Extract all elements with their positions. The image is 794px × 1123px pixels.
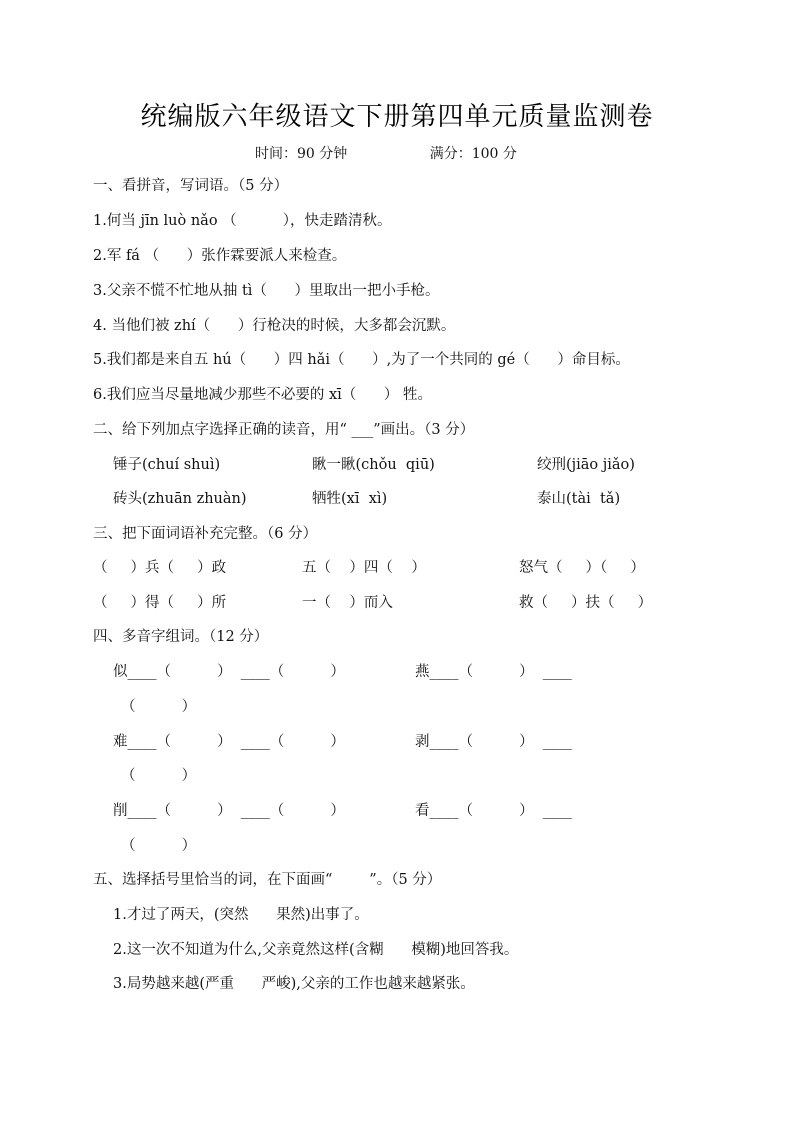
polyphone-item: 难____（ ） ____（ ） — [113, 734, 345, 750]
idiom-item: 救（ ）扶（ ） — [519, 595, 653, 611]
pinyin-choice: 砖头(zhuān zhuàn) — [113, 491, 247, 507]
idiom-item: 怒气（ ）（ ） — [519, 560, 645, 576]
polyphone-item: 剥____（ ） ____ — [415, 734, 572, 750]
idiom-item: 一（ ）而入 — [302, 595, 393, 611]
section-2-heading: 二、给下列加点字选择正确的读音，用“ ___”画出。（3 分） — [93, 422, 475, 438]
question-item: 5.我们都是来自五 hú（ ）四 hǎi（ ）,为了一个共同的 gé（ ）命目标。 — [93, 352, 630, 368]
idiom-item: （ ）兵（ ）政 — [93, 560, 227, 576]
section-3-heading: 三、把下面词语补充完整。（6 分） — [93, 526, 318, 542]
polyphone-continuation: （ ） — [121, 838, 197, 854]
polyphone-item: 燕____（ ） ____ — [415, 664, 572, 680]
pinyin-choice: 瞅一瞅(chǒu qiū) — [312, 457, 435, 473]
word-choice-item: 3.局势越来越(严重 严峻),父亲的工作也越来越紧张。 — [113, 976, 475, 992]
word-choice-item: 1.才过了两天，(突然 果然)出事了。 — [113, 907, 369, 923]
question-item: 4. 当他们被 zhí（ ）行枪决的时候，大多都会沉默。 — [93, 318, 456, 334]
polyphone-continuation: （ ） — [121, 699, 197, 715]
question-item: 3.父亲不慌不忙地从抽 tì（ ）里取出一把小手枪。 — [93, 283, 440, 299]
time-limit: 时间：90 分钟 — [255, 146, 348, 162]
idiom-item: 五（ ）四（ ） — [302, 560, 426, 576]
question-item: 6.我们应当尽量地减少那些不必要的 xī（ ） 牲。 — [93, 387, 433, 403]
pinyin-choice: 牺牲(xī xì) — [312, 491, 388, 507]
section-1-heading: 一、看拼音，写词语。（5 分） — [93, 178, 289, 194]
polyphone-continuation: （ ） — [121, 768, 197, 784]
polyphone-item: 削____（ ） ____（ ） — [113, 803, 345, 819]
full-score: 满分：100 分 — [429, 146, 517, 162]
pinyin-choice: 绞刑(jiāo jiǎo) — [537, 457, 635, 473]
pinyin-choice: 泰山(tài tǎ) — [537, 491, 621, 507]
page-title: 统编版六年级语文下册第四单元质量监测卷 — [140, 102, 654, 132]
polyphone-item: 似____（ ） ____（ ） — [113, 664, 345, 680]
pinyin-choice: 锤子(chuí shuì) — [113, 457, 221, 473]
idiom-item: （ ）得（ ）所 — [93, 595, 227, 611]
exam-info — [255, 143, 517, 163]
polyphone-item: 看____（ ） ____ — [415, 803, 572, 819]
word-choice-item: 2.这一次不知道为什么,父亲竟然这样(含糊 模糊)地回答我。 — [113, 942, 519, 958]
section-5-heading: 五、选择括号里恰当的词，在下面画“ ”。（5 分） — [93, 872, 442, 888]
question-item: 2.军 fá （ ）张作霖要派人来检查。 — [93, 248, 347, 264]
section-4-heading: 四、多音字组词。（12 分） — [93, 629, 269, 645]
question-item: 1.何当 jīn luò nǎo （ ），快走踏清秋。 — [93, 213, 392, 229]
